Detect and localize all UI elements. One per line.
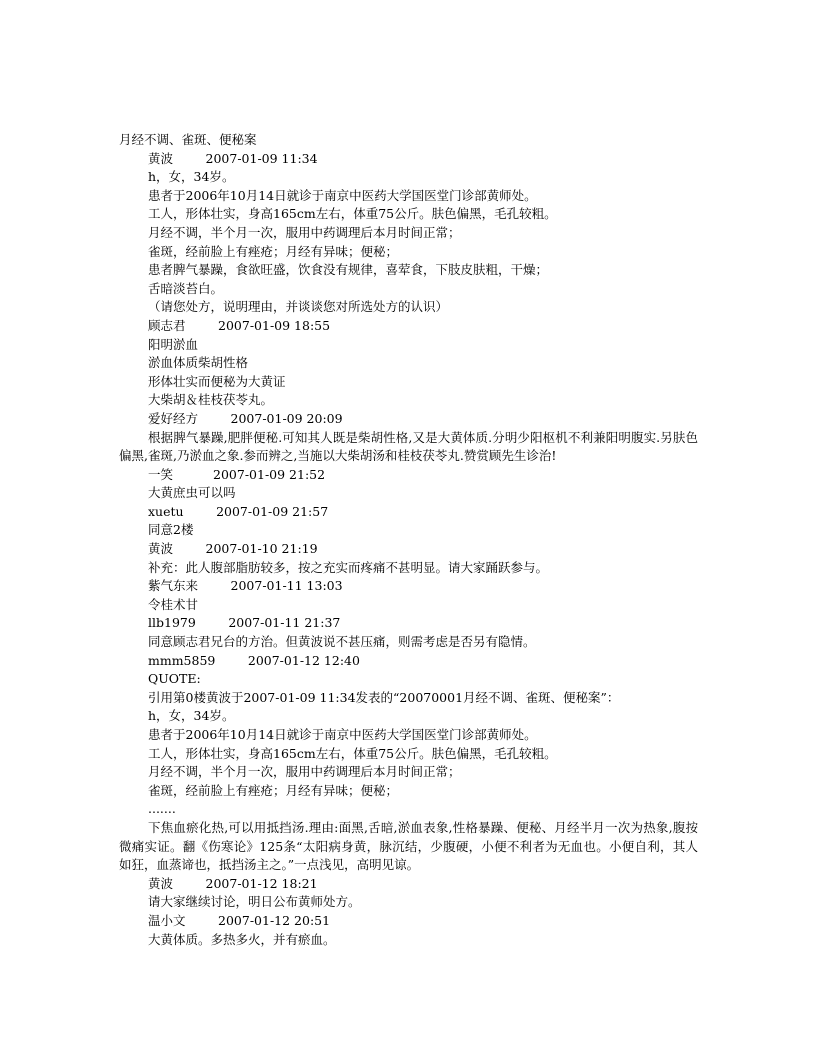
post-author: 顾志君 xyxy=(148,317,186,333)
post-line: （请您处方，说明理由，并谈谈您对所选处方的认识） xyxy=(148,299,449,315)
post-author: 黄波 xyxy=(148,875,174,891)
post-header xyxy=(119,540,698,559)
post-time: 2007-01-12 20:51 xyxy=(218,912,331,928)
post-line: 形体壮实而便秘为大黄证 xyxy=(148,373,286,389)
post-line: 大柴胡＆桂枝茯苓丸。 xyxy=(148,392,274,408)
post-time: 2007-01-11 13:03 xyxy=(230,578,343,594)
post-author: mmm5859 xyxy=(148,652,216,668)
post-header xyxy=(119,614,698,633)
post-line: 令桂术甘 xyxy=(148,596,199,612)
post-time: 2007-01-09 21:57 xyxy=(216,503,329,519)
post-author: 一笑 xyxy=(148,466,174,482)
quote-line: 雀斑，经前脸上有痤疮；月经有异味；便秘； xyxy=(148,782,399,798)
quote-label: QUOTE: xyxy=(148,671,201,687)
post-time: 2007-01-12 12:40 xyxy=(247,652,360,668)
post-author: 温小文 xyxy=(148,912,186,928)
post-line: 淤血体质柴胡性格 xyxy=(148,355,249,371)
post-line: 雀斑，经前脸上有痤疮；月经有异味；便秘； xyxy=(148,243,399,259)
post-header xyxy=(119,652,698,671)
post-time: 2007-01-09 21:52 xyxy=(213,466,326,482)
post-time: 2007-01-11 21:37 xyxy=(228,615,341,631)
post-author: 黄波 xyxy=(148,150,174,166)
post-header xyxy=(119,150,698,169)
quote-line: 工人，形体壮实，身高165cm左右，体重75公斤。肤色偏黑，毛孔较粗。 xyxy=(148,745,557,761)
post-header xyxy=(119,912,698,931)
post-author: xuetu xyxy=(148,503,184,519)
quote-line: 患者于2006年10月14日就诊于南京中医药大学国医堂门诊部黄师处。 xyxy=(148,727,537,742)
post-line: h，女，34岁。 xyxy=(148,169,235,185)
quote-line: h，女，34岁。 xyxy=(148,708,235,724)
post-time: 2007-01-09 18:55 xyxy=(218,317,331,333)
post-line: 补充：此人腹部脂肪较多，按之充实而疼痛不甚明显。请大家踊跃参与。 xyxy=(148,559,549,575)
post-line: 大黄庶虫可以吗 xyxy=(148,485,236,501)
post-line: 舌暗淡苔白。 xyxy=(148,280,224,296)
post-line: 同意顾志君兄台的方治。但黄波说不甚压痛，则需考虑是否另有隐情。 xyxy=(148,634,536,650)
quote-line: 引用第0楼黄波于2007-01-09 11:34发表的“20070001月经不调、雀斑、便秘案”： xyxy=(148,689,620,705)
post-header xyxy=(119,466,698,485)
post-paragraph: 根据脾气暴躁,肥胖便秘.可知其人既是柴胡性格,又是大黄体质.分明少阳枢机不利兼阳明腹实.另肤色偏黑,雀斑,乃淤血之象.参而辨之,当施以大柴胡汤和桂枝茯苓丸.赞赏顾先生诊治! xyxy=(119,429,698,464)
post-line: 月经不调，半个月一次，服用中药调理后本月时间正常； xyxy=(148,224,461,240)
post-paragraph: 下焦血瘀化热,可以用抵挡汤.理由:面黑,舌暗,淤血表象,性格暴躁、便秘、月经半月一次为热象,腹按微痛实证。翻《伤寒论》125条“太阳病身黄，脉沉结，少腹硬，小便不利者为无血也。小便自利，其人如狂，血蒸谛也，抵挡汤主之。”一点浅见，高明见谅。 xyxy=(119,819,698,873)
post-time: 2007-01-09 11:34 xyxy=(205,150,318,166)
post-header xyxy=(119,410,698,429)
post-author: llb1979 xyxy=(148,615,196,631)
post-line: 患者于2006年10月14日就诊于南京中医药大学国医堂门诊部黄师处。 xyxy=(148,187,537,203)
quote-ellipsis: ....... xyxy=(148,801,176,817)
post-author: 黄波 xyxy=(148,541,174,557)
post-line: 阳明淤血 xyxy=(148,336,199,352)
post-time: 2007-01-12 18:21 xyxy=(205,875,318,891)
post-line: 请大家继续讨论，明日公布黄师处方。 xyxy=(148,894,361,910)
post-author: 紫气东来 xyxy=(148,578,199,594)
post-line: 同意2楼 xyxy=(148,522,194,538)
thread-title: 月经不调、雀斑、便秘案 xyxy=(119,132,257,147)
thread-body xyxy=(119,131,698,949)
post-author: 爱好经方 xyxy=(148,410,199,426)
post-line: 工人，形体壮实，身高165cm左右，体重75公斤。肤色偏黑，毛孔较粗。 xyxy=(148,206,557,222)
post-header xyxy=(119,577,698,596)
post-header xyxy=(119,503,698,522)
quote-line: 月经不调，半个月一次，服用中药调理后本月时间正常； xyxy=(148,764,461,780)
post-time: 2007-01-10 21:19 xyxy=(205,541,318,557)
post-line: 大黄体质。多热多火，并有瘀血。 xyxy=(148,931,336,947)
post-header xyxy=(119,875,698,894)
post-header xyxy=(119,317,698,336)
post-time: 2007-01-09 20:09 xyxy=(230,410,343,426)
post-line: 患者脾气暴躁，食欲旺盛，饮食没有规律，喜荤食，下肢皮肤粗，干燥； xyxy=(148,262,549,278)
